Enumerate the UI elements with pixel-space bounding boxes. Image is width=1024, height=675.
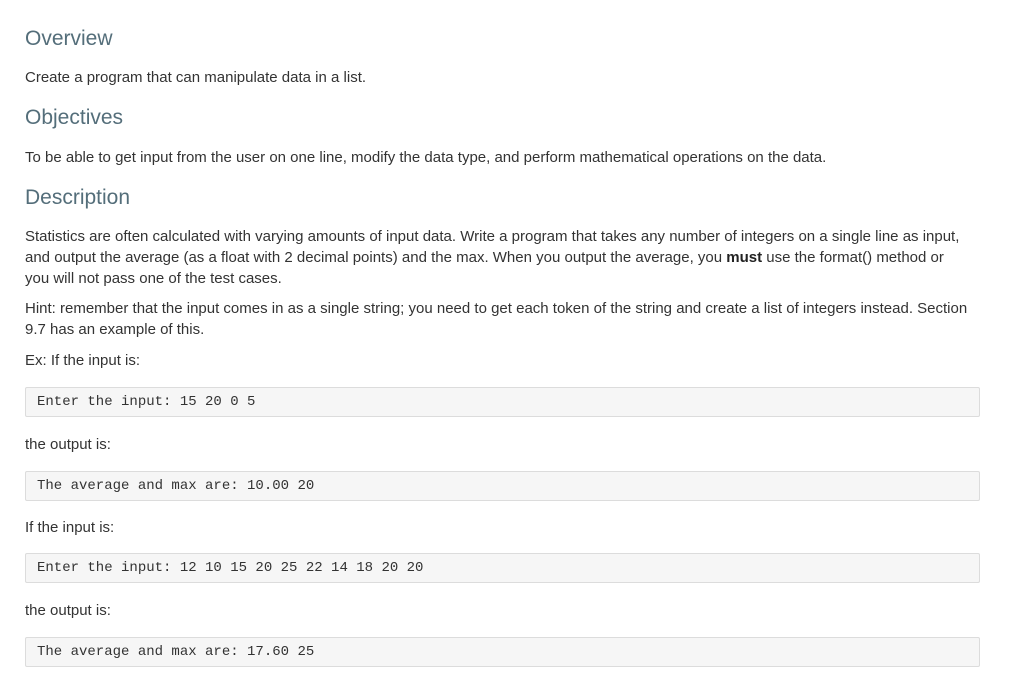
example-2-output-label: the output is: [25,602,111,619]
hint-paragraph: Hint: remember that the input comes in as a single string; you need to get each token of the string and create a list of integers instead. Section 9.7 has an example of this. [25,300,968,338]
overview-text: Create a program that can manipulate data in a list. [25,69,367,86]
description-text-part-2: use the format() method or you will not pass one of the test cases. [25,249,944,287]
example-2-input-label: If the input is: [25,519,115,536]
objectives-text: To be able to get input from the user on one line, modify the data type, and perform mathematical operations on the data. [25,149,827,166]
example-1-input-label: Ex: If the input is: [25,352,141,369]
description-paragraph [25,226,970,289]
example-1-output-label: the output is: [25,436,111,453]
example-2-input-code: Enter the input: 12 10 15 20 25 22 14 18 20 20 [25,553,980,583]
example-1-input-code: Enter the input: 15 20 0 5 [25,387,980,417]
overview-heading: Overview [25,27,113,50]
description-heading: Description [25,186,131,209]
objectives-heading: Objectives [25,106,124,129]
description-text-part-1: Statistics are often calculated with varying amounts of input data. Write a program that takes any number of integers on a single line as input, and output the average (as a float with 2 decimal points) and the max. When you output the average, you [25,228,960,266]
example-2-output-code: The average and max are: 17.60 25 [25,637,980,667]
example-1-output-code: The average and max are: 10.00 20 [25,471,980,501]
description-emphasis-must: must [726,249,763,266]
